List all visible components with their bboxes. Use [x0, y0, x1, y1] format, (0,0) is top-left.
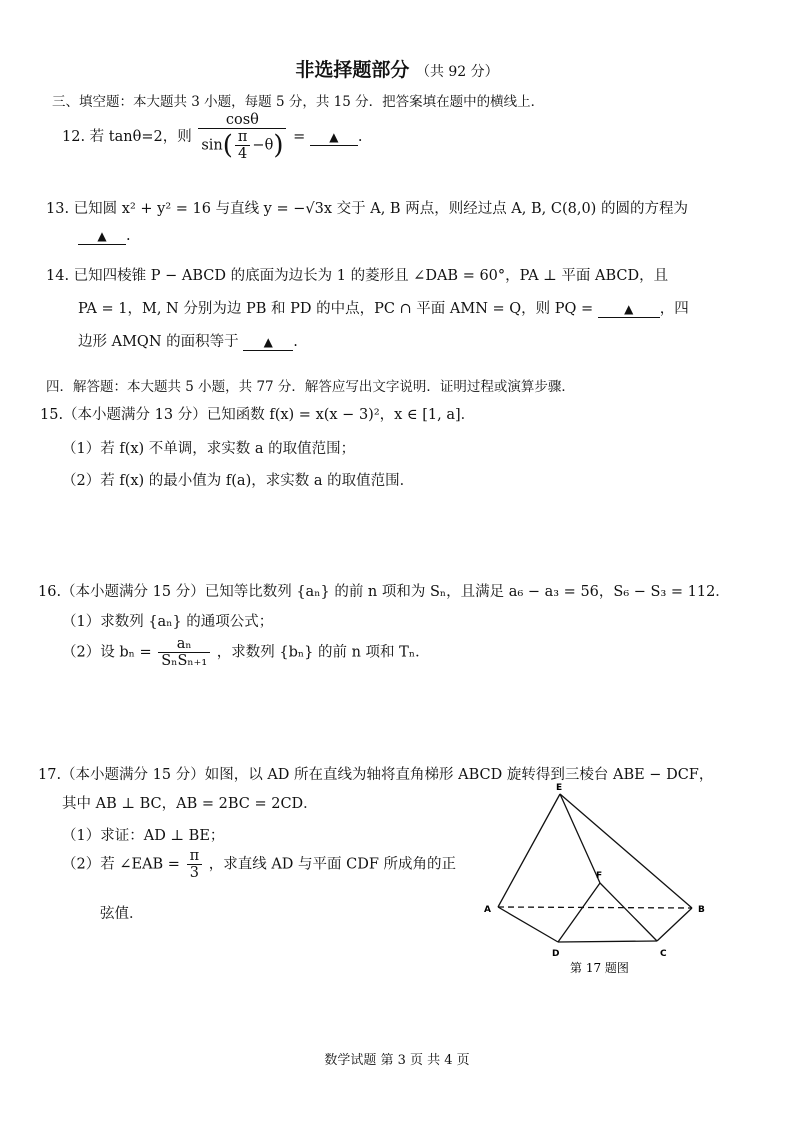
question-16-part1: （1）求数列 {aₙ} 的通项公式；	[62, 614, 274, 630]
q16-part2-end: ，求数列 {bₙ} 的前 n 项和 Tₙ．	[216, 644, 430, 661]
section4-header: 四．解答题：本大题共 5 小题，共 77 分．解答应写出文字说明．证明过程或演算步骤．	[46, 379, 575, 395]
edge-AD	[498, 907, 558, 942]
q17-denominator: 3	[189, 865, 199, 881]
q12-blank-marker: ▲	[329, 130, 339, 144]
edge-AB-hidden	[498, 907, 692, 908]
q12-inner-fraction	[235, 129, 251, 162]
vertex-label-C: C	[660, 949, 667, 959]
edge-EF	[560, 794, 603, 883]
question-15-part1: （1）若 f(x) 不单调，求实数 a 的取值范围；	[62, 441, 356, 457]
question-16-part2	[62, 636, 430, 669]
question-14-line1: 14. 已知四棱锥 P − ABCD 的底面为边长为 1 的菱形且 ∠DAB = 60°，PA ⊥ 平面 ABCD，且	[46, 268, 669, 284]
vertex-label-B: B	[698, 905, 705, 915]
q14-answer-blank-1[interactable]	[598, 301, 660, 318]
q16-denominator: SₙSₙ₊₁	[161, 653, 208, 669]
question-15-line1: 15.（本小题满分 13 分）已知函数 f(x) = x(x − 3)²，x ∈ [1, a]．	[40, 407, 476, 423]
q14-line2-end: ，四	[659, 301, 689, 317]
q12-inner-den: 4	[238, 146, 248, 162]
question-13-line1: 13. 已知圆 x² + y² = 16 与直线 y = −√3x 交于 A, B 两点，则经过点 A, B, C(8,0) 的圆的方程为	[46, 201, 688, 217]
figure-caption: 第 17 题图	[570, 961, 629, 975]
q14-line3-text: 边形 AMQN 的面积等于	[78, 334, 239, 350]
edge-CB	[657, 908, 692, 941]
vertex-label-F: F	[596, 871, 603, 881]
q12-numerator: cosθ	[198, 112, 286, 129]
question-15-part2: （2）若 f(x) 的最小值为 f(a)，求实数 a 的取值范围．	[62, 473, 415, 489]
vertex-label-D: D	[552, 949, 560, 959]
q12-right-paren: )	[273, 130, 284, 161]
edge-FC	[600, 883, 657, 941]
q17-numerator: π	[187, 848, 203, 865]
vertex-label-E: E	[556, 783, 563, 793]
question-17-part1: （1）求证：AD ⊥ BE；	[62, 828, 225, 844]
q12-end: .	[357, 129, 363, 145]
q14-line2-text: PA = 1，M, N 分别为边 PB 和 PD 的中点，PC ∩ 平面 AMN = Q，则 PQ =	[78, 301, 594, 317]
q12-den-sin: sin	[201, 137, 223, 154]
question-17-part2-cont: 弦值．	[100, 906, 144, 922]
q14-line3-end: .	[293, 334, 298, 350]
q12-equals: =	[293, 129, 306, 145]
question-17-part2	[62, 848, 456, 881]
question-14-line2	[78, 297, 689, 318]
q17-part2-end: ，求直线 AD 与平面 CDF 所成角的正	[208, 856, 457, 873]
section3-header: 三、填空题：本大题共 3 小题，每题 5 分，共 15 分．把答案填在题中的横线上．	[52, 94, 545, 110]
q13-answer-blank[interactable]	[78, 228, 126, 245]
q12-inner-num: π	[235, 129, 251, 146]
section-title	[0, 55, 794, 82]
edge-EB	[560, 794, 692, 908]
q14-blank1-marker: ▲	[624, 302, 634, 316]
q16-fraction	[158, 636, 210, 669]
edge-DC	[558, 941, 657, 942]
frustum-figure	[470, 780, 720, 980]
edge-EA	[498, 794, 560, 907]
q16-numerator: aₙ	[158, 636, 210, 653]
q13-end: .	[126, 228, 131, 244]
q16-part2-text: （2）设 bₙ =	[62, 644, 152, 661]
vertex-label-A: A	[484, 905, 491, 915]
question-12	[62, 112, 362, 162]
q17-part2-text: （2）若 ∠EAB =	[62, 856, 180, 873]
q12-prefix: 12. 若 tanθ=2，则	[62, 129, 192, 145]
question-13-line2	[78, 228, 131, 245]
q12-left-paren: (	[222, 130, 233, 161]
question-17-line2: 其中 AB ⊥ BC，AB = 2BC = 2CD．	[62, 796, 318, 812]
q13-blank-marker: ▲	[97, 229, 107, 243]
question-16-line1: 16.（本小题满分 15 分）已知等比数列 {aₙ} 的前 n 项和为 Sₙ，且满足 a₆ − a₃ = 56，S₆ − S₃ = 112．	[38, 584, 730, 600]
question-17-line1: 17.（本小题满分 15 分）如图，以 AD 所在直线为轴将直角梯形 ABCD 旋转得到三棱台 ABE − DCF，	[38, 767, 714, 783]
question-14-line3	[78, 330, 298, 351]
page-footer: 数学试题 第 3 页 共 4 页	[324, 1053, 470, 1068]
q12-den-theta: −θ	[252, 137, 274, 154]
title-sub: （共 92 分）	[415, 64, 499, 80]
edge-FD	[558, 883, 600, 942]
q12-denominator	[198, 129, 286, 162]
q17-fraction	[187, 848, 203, 881]
q14-blank2-marker: ▲	[263, 335, 273, 349]
q12-fraction	[198, 112, 286, 162]
q14-answer-blank-2[interactable]	[243, 334, 293, 351]
q12-answer-blank[interactable]	[310, 129, 358, 146]
title-main: 非选择题部分	[295, 59, 410, 81]
